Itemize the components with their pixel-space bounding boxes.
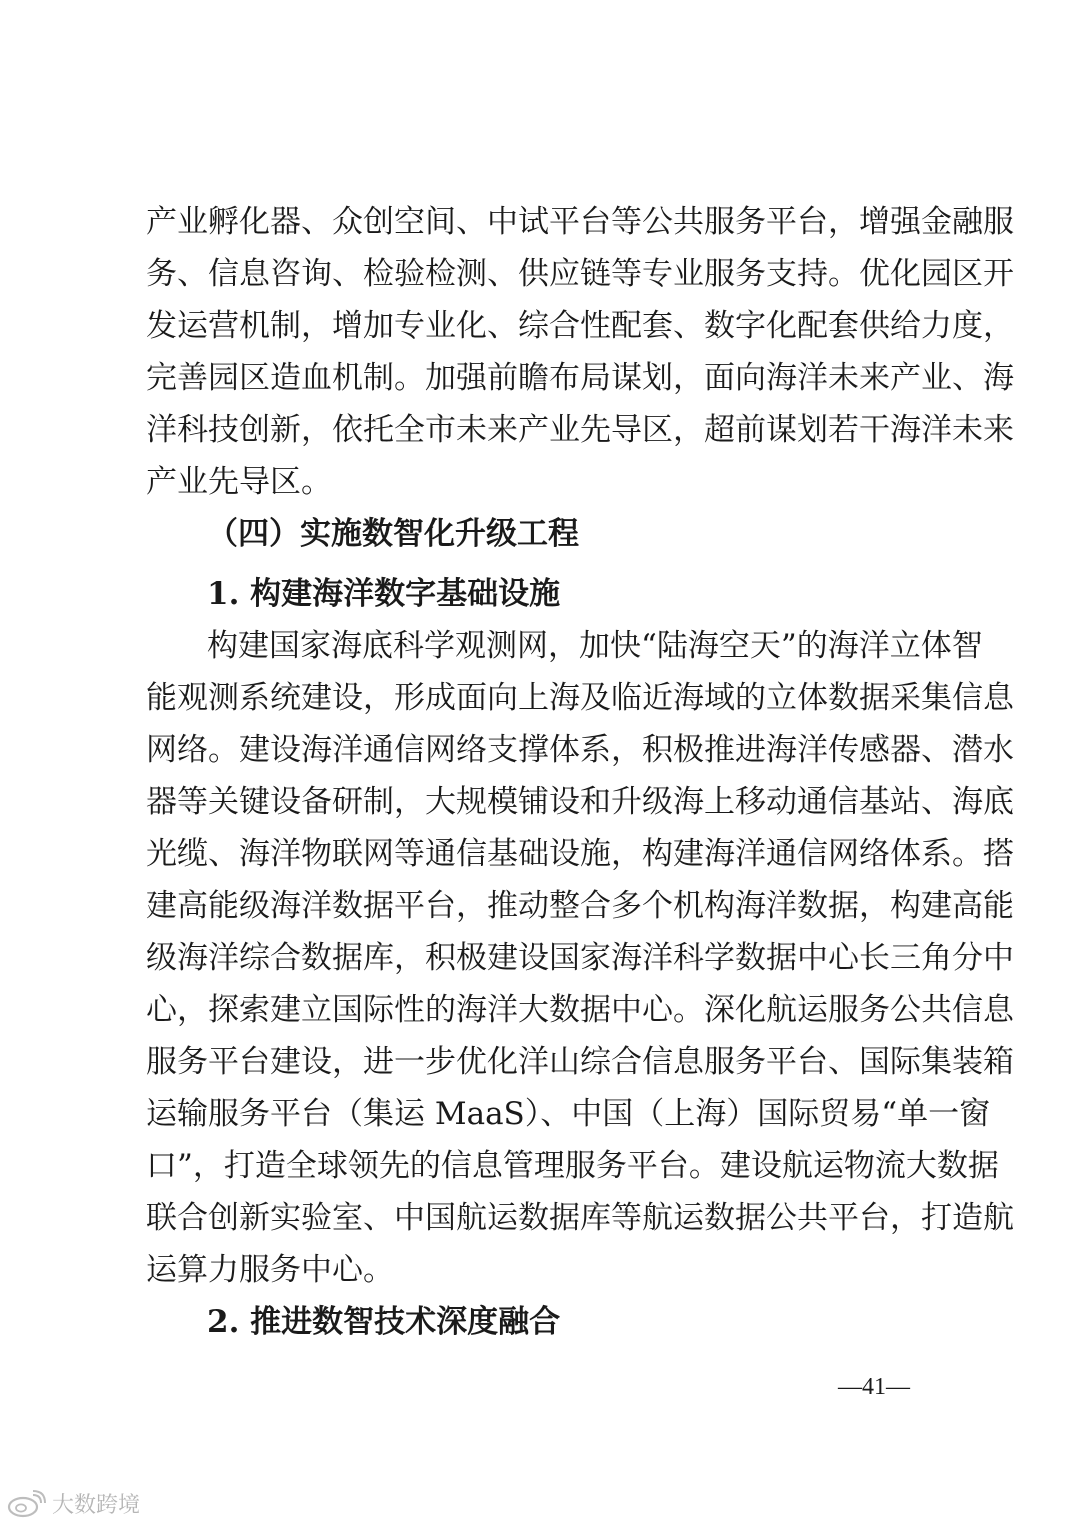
section-heading: （四）实施数智化升级工程: [207, 516, 579, 552]
text-line: 产业先导区。: [146, 464, 332, 500]
text-line: 运算力服务中心。: [146, 1252, 394, 1288]
text-line: 洋科技创新，依托全市未来产业先导区，超前谋划若干海洋未来: [146, 412, 1014, 448]
text-line: 光缆、海洋物联网等通信基础设施，构建海洋通信网络体系。搭: [146, 836, 1014, 872]
text-line: 建高能级海洋数据平台，推动整合多个机构海洋数据，构建高能: [146, 888, 1014, 924]
text-line: 运输服务平台（集运 MaaS）、中国（上海）国际贸易“单一窗: [146, 1096, 991, 1132]
text-line: 完善园区造血机制。加强前瞻布局谋划，面向海洋未来产业、海: [146, 360, 1014, 396]
text-line: 联合创新实验室、中国航运数据库等航运数据公共平台，打造航: [146, 1200, 1014, 1236]
text-line: 器等关键设备研制，大规模铺设和升级海上移动通信基站、海底: [146, 784, 1014, 820]
text-line: 网络。建设海洋通信网络支撑体系，积极推进海洋传感器、潜水: [146, 732, 1014, 768]
text-line: 构建国家海底科学观测网，加快“陆海空天”的海洋立体智: [207, 628, 983, 664]
text-line: 能观测系统建设，形成面向上海及临近海域的立体数据采集信息: [146, 680, 1014, 716]
text-line: 服务平台建设，进一步优化洋山综合信息服务平台、国际集装箱: [146, 1044, 1014, 1080]
subheading-1: 1. 构建海洋数字基础设施: [207, 576, 561, 612]
watermark: [6, 1488, 140, 1519]
page-number: —41—: [838, 1374, 910, 1400]
watermark-text: 大数跨境: [52, 1493, 141, 1518]
text-line: 级海洋综合数据库，积极建设国家海洋科学数据中心长三角分中: [146, 940, 1014, 976]
text-line: 发运营机制，增加专业化、综合性配套、数字化配套供给力度，: [146, 308, 1014, 344]
text-line: 心，探索建立国际性的海洋大数据中心。深化航运服务公共信息: [146, 992, 1014, 1028]
text-line: 务、信息咨询、检验检测、供应链等专业服务支持。优化园区开: [146, 256, 1014, 292]
subheading-2: 2. 推进数智技术深度融合: [207, 1304, 561, 1340]
text-line: 口”，打造全球领先的信息管理服务平台。建设航运物流大数据: [146, 1148, 999, 1184]
text-line: 产业孵化器、众创空间、中试平台等公共服务平台，增强金融服: [146, 204, 1014, 240]
weibo-logo-icon: [6, 1489, 46, 1519]
